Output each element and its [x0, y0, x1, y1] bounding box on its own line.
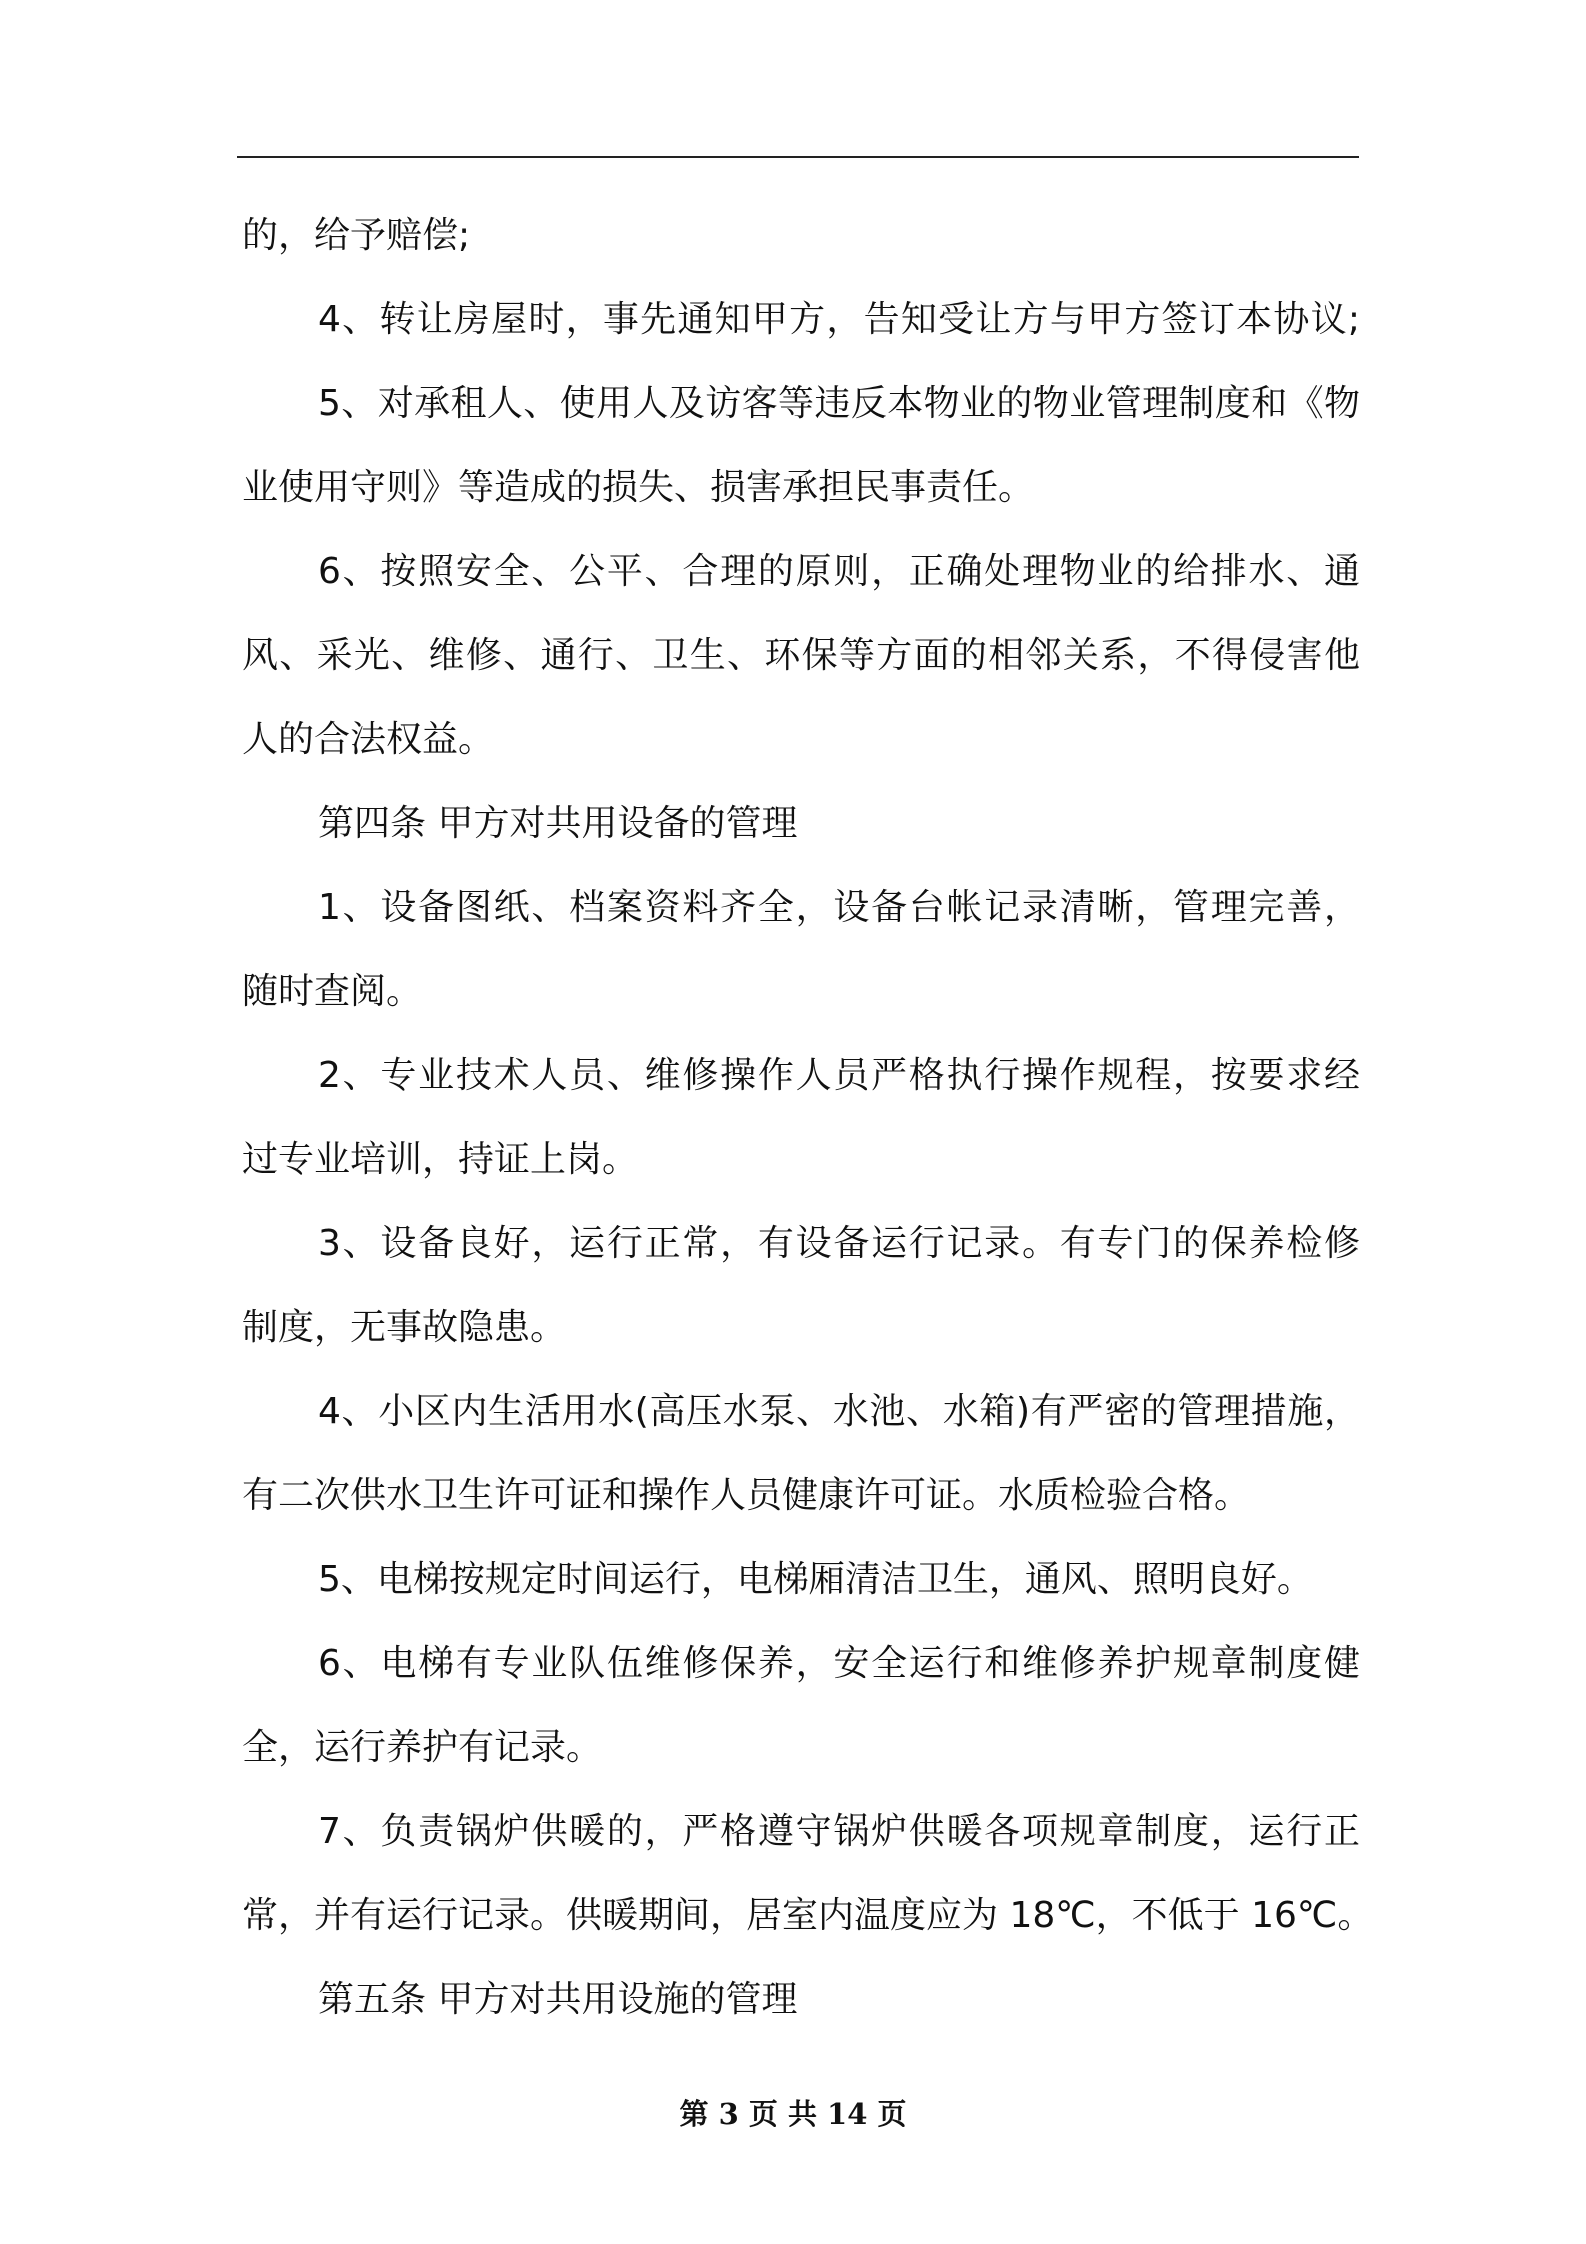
section-heading: 第五条 甲方对共用设施的管理: [318, 1979, 798, 2020]
text-line: 过专业培训，持证上岗。: [242, 1139, 639, 1180]
text-line: 有二次供水卫生许可证和操作人员健康许可证。水质检验合格。: [242, 1475, 1251, 1516]
text-line: 4、转让房屋时，事先通知甲方，告知受让方与甲方签订本协议;: [318, 299, 1360, 340]
text-line: 1、设备图纸、档案资料齐全，设备台帐记录清晰，管理完善，: [318, 887, 1360, 928]
text-line: 全，运行养护有记录。: [242, 1727, 603, 1768]
text-line: 4、小区内生活用水(高压水泵、水池、水箱)有严密的管理措施，: [318, 1391, 1360, 1432]
text-line: 随时查阅。: [242, 971, 423, 1012]
text-line: 业使用守则》等造成的损失、损害承担民事责任。: [242, 467, 1035, 508]
text-line: 5、电梯按规定时间运行，电梯厢清洁卫生，通风、照明良好。: [318, 1559, 1313, 1600]
text-line: 的，给予赔偿;: [242, 215, 471, 256]
section-heading: 第四条 甲方对共用设备的管理: [318, 803, 798, 844]
text-line: 人的合法权益。: [242, 719, 495, 760]
text-line: 常，并有运行记录。供暖期间，居室内温度应为 18℃，不低于 16℃。: [242, 1895, 1374, 1936]
text-line: 5、对承租人、使用人及访客等违反本物业的物业管理制度和《物: [318, 383, 1360, 424]
document-body: [242, 194, 1374, 2042]
header-rule: [237, 156, 1359, 158]
text-line: 2、专业技术人员、维修操作人员严格执行操作规程，按要求经: [318, 1055, 1360, 1096]
text-line: 风、采光、维修、通行、卫生、环保等方面的相邻关系，不得侵害他: [242, 635, 1360, 676]
text-line: 3、设备良好，运行正常，有设备运行记录。有专门的保养检修: [318, 1223, 1360, 1264]
page-number-footer: 第 3 页 共 14 页: [679, 2097, 907, 2131]
text-line: 制度，无事故隐患。: [242, 1307, 567, 1348]
text-line: 7、负责锅炉供暖的，严格遵守锅炉供暖各项规章制度，运行正: [318, 1811, 1360, 1852]
text-line: 6、按照安全、公平、合理的原则，正确处理物业的给排水、通: [318, 551, 1360, 592]
text-line: 6、电梯有专业队伍维修保养，安全运行和维修养护规章制度健: [318, 1643, 1360, 1684]
